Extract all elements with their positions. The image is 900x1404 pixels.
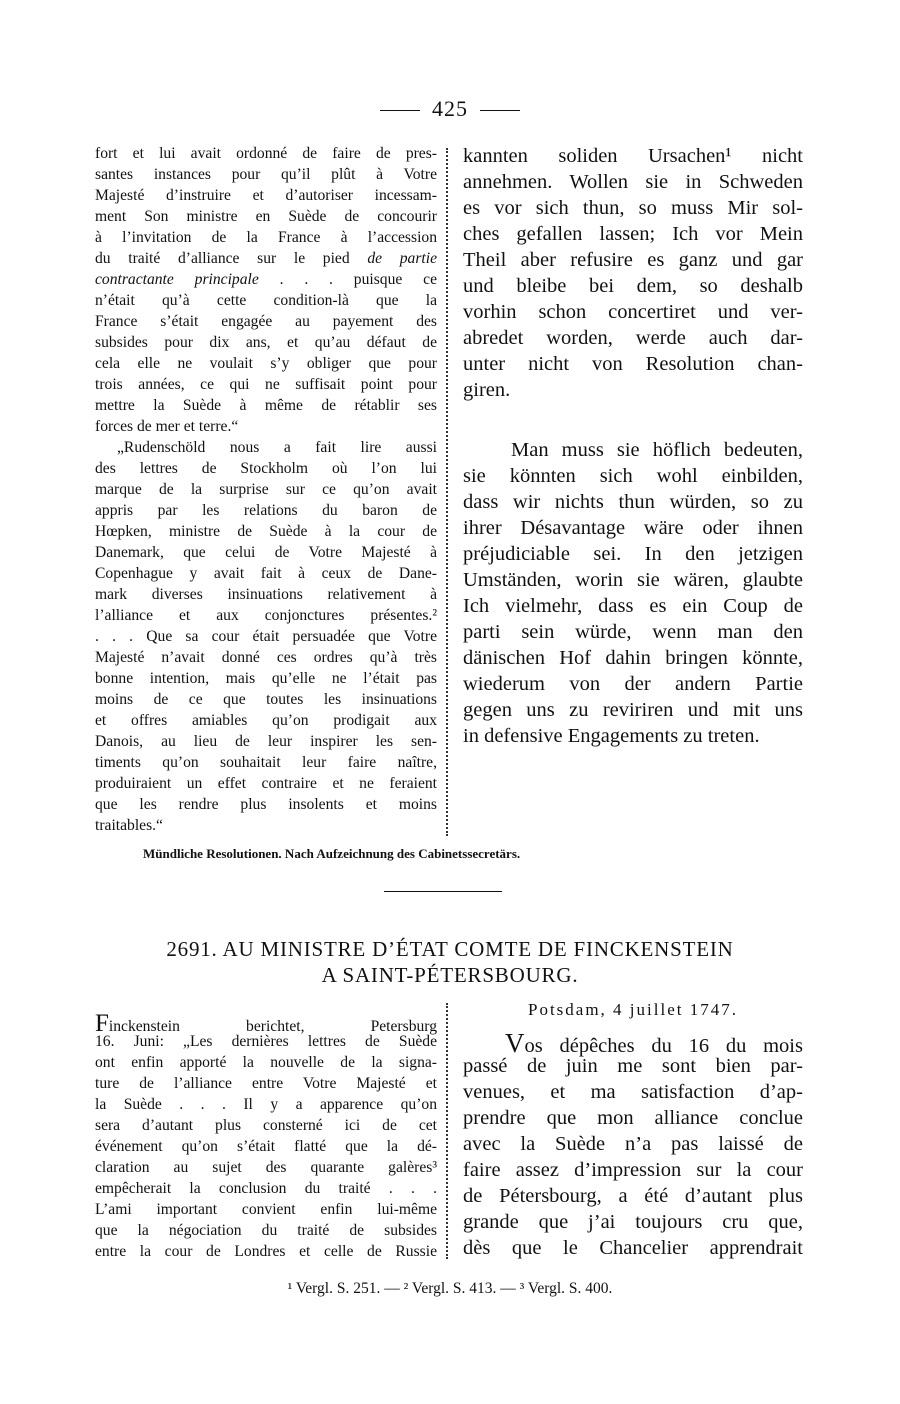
text-line: ture de l’alliance entre Votre Majesté et	[95, 1075, 437, 1092]
text-line: produiraient un effet contraire et ne feraient	[95, 775, 437, 792]
text-line: timents qu’on souhaitait leur faire naître,	[95, 754, 437, 771]
column-separator	[446, 1003, 448, 1259]
text-line: in defensive Engagements zu treten.	[463, 725, 760, 747]
text-line-rest: inckenstein berichtet, Petersburg	[108, 1018, 437, 1035]
source-note: Mündliche Resolutionen. Nach Aufzeichnung des Cabinetssecretärs.	[143, 846, 521, 861]
text-line: dass wir nichts thun würden, so zu	[463, 491, 803, 513]
text-line: entre la cour de Londres et celle de Russie	[95, 1243, 437, 1260]
text-line: Theil aber refusire es ganz und gar	[463, 249, 803, 271]
text-line: es vor sich thun, so muss Mir sol-	[463, 197, 803, 219]
text-line: Hœpken, ministre de Suède à la cour de	[95, 523, 437, 540]
text-line: France s’était engagée au payement des	[95, 313, 437, 330]
text-line: passé de juin me sont bien par-	[463, 1055, 803, 1077]
text-line: prendre que mon alliance conclue	[463, 1107, 803, 1129]
text-line: la Suède . . . Il y a apparence qu’on	[95, 1096, 437, 1113]
text-line: préjudiciable sei. In den jetzigen	[463, 543, 803, 565]
text-line: fort et lui avait ordonné de faire de pres-	[95, 145, 437, 162]
text-line: et offres amiables qu’on prodigait aux	[95, 712, 437, 729]
text-line: empêcherait la conclusion du traité . . .	[95, 1180, 437, 1197]
text-line: 16. Juni: „Les dernières lettres de Suède	[95, 1033, 437, 1050]
text-line: mettre la Suède à même de rétablir ses	[95, 397, 437, 414]
text-line: événement qu’on s’était flatté que la dé-	[95, 1138, 437, 1155]
text-line: que les rendre plus insolents et moins	[95, 796, 437, 813]
text-line: mark diverses insinuations relativement à	[95, 586, 437, 603]
text-line: giren.	[463, 379, 511, 401]
text-line: Majesté n’avait donné ces ordres qu’à très	[95, 649, 437, 666]
dateline: Potsdam, 4 juillet 1747.	[528, 1000, 738, 1019]
initial-letter: F	[95, 1010, 109, 1037]
text-line: ment Son ministre en Suède de concourir	[95, 208, 437, 225]
text-line: abredet worden, werde auch dar-	[463, 327, 803, 349]
text-line: sera d’autant plus consterné ici de cet	[95, 1117, 437, 1134]
section-rule	[384, 891, 502, 892]
text-line: und bleibe bei dem, so deshalb	[463, 275, 803, 297]
page-number-dash-left	[380, 110, 420, 111]
italic-phrase: de partie	[367, 250, 437, 267]
text-line: Man muss sie höflich bedeuten,	[511, 439, 803, 461]
text-line: bonne intention, mais qu’elle ne l’était pas	[95, 670, 437, 687]
text-line: ches gefallen lassen; Ich vor Mein	[463, 223, 803, 245]
text-line: contractante principale . . . puisque ce	[95, 271, 437, 288]
text-line: ihrer Désavantage wäre oder ihnen	[463, 517, 803, 539]
text-line: que la négociation du traité de subsides	[95, 1222, 437, 1239]
text-line-rest: os dépêches du 16 du mois	[524, 1035, 803, 1057]
text-line-with-italic	[95, 250, 437, 268]
text-line: vorhin schon concertiret und ver-	[463, 301, 803, 323]
text-line: unter nicht von Resolution chan-	[463, 353, 803, 375]
text-line: Danemark, que celui de Votre Majesté à	[95, 544, 437, 561]
text-line: Umständen, worin sie wären, glaubte	[463, 569, 803, 591]
text-line: annehmen. Wollen sie in Schweden	[463, 171, 803, 193]
text-line: Ich vielmehr, dass es ein Coup de	[463, 595, 803, 617]
text-line: faire assez d’impression sur la cour	[463, 1159, 803, 1181]
column-separator	[446, 148, 448, 836]
page-number-dash-right	[480, 110, 520, 111]
text-line: dänischen Hof dahin bringen könnte,	[463, 647, 803, 669]
text-line: parti sein würde, wenn man den	[463, 621, 803, 643]
page-number	[0, 96, 900, 122]
initial-letter: V	[505, 1028, 525, 1058]
text-line: „Rudenschöld nous a fait lire aussi	[117, 439, 437, 456]
text-line: L’ami important convient enfin lui-même	[95, 1201, 437, 1218]
text-line: venues, et ma satisfaction d’ap-	[463, 1081, 803, 1103]
text-line: kannten soliden Ursachen¹ nicht	[463, 145, 803, 167]
text-line: subsides pour dix ans, et qu’au défaut de	[95, 334, 437, 351]
text-line: Danois, au lieu de leur inspirer les sen-	[95, 733, 437, 750]
document-heading-line-1: 2691. AU MINISTRE D’ÉTAT COMTE DE FINCKENSTEIN	[166, 937, 734, 961]
text-line: des lettres de Stockholm où l’on lui	[95, 460, 437, 477]
text-line: ont enfin apporté la nouvelle de la signa-	[95, 1054, 437, 1071]
text-line: grande que j’ai toujours cru que,	[463, 1211, 803, 1233]
text-line: santes instances pour qu’il plût à Votre	[95, 166, 437, 183]
text-line: à l’invitation de la France à l’accession	[95, 229, 437, 246]
text-line: traitables.“	[95, 817, 163, 834]
text-line: moins de ce que toutes les insinuations	[95, 691, 437, 708]
text-line: de Pétersbourg, a été d’autant plus	[463, 1185, 803, 1207]
italic-phrase: contractante principale	[95, 271, 259, 288]
text-line: dès que le Chancelier apprendrait	[463, 1237, 803, 1259]
page-number-text: 425	[432, 96, 468, 121]
text-line: wiederum von der andern Partie	[463, 673, 803, 695]
text-line: marque de la surprise sur ce qu’on avait	[95, 481, 437, 498]
text-line: avec la Suède n’a pas laissé de	[463, 1133, 803, 1155]
text-line: forces de mer et terre.“	[95, 418, 239, 435]
text-line: cela elle ne voulait s’y obliger que pour	[95, 355, 437, 372]
footnotes: ¹ Vergl. S. 251. — ² Vergl. S. 413. — ³ Vergl. S. 400.	[287, 1280, 613, 1297]
text-line: Majesté d’instruire et d’autoriser incessam-	[95, 187, 437, 204]
text-line: claration au sujet des quarante galères³	[95, 1159, 437, 1176]
text-line: l’alliance et aux conjonctures présentes.²	[95, 607, 437, 624]
text-line: sie könnten sich wohl einbilden,	[463, 465, 803, 487]
document-heading-line-2: A SAINT-PÉTERSBOURG.	[321, 963, 579, 987]
text-line: du traité d’alliance sur le pied	[95, 250, 350, 267]
text-line: . . . Que sa cour était persuadée que Votre	[95, 628, 437, 645]
text-line: appris par les relations du baron de	[95, 502, 437, 519]
text-line: n’était qu’à cette condition-là que la	[95, 292, 437, 309]
text-line: Copenhague y avait fait à ceux de Dane-	[95, 565, 437, 582]
text-line: trois années, ce qui ne suffisait point pour	[95, 376, 437, 393]
text-line: gegen uns zu reviriren und mit uns	[463, 699, 803, 721]
